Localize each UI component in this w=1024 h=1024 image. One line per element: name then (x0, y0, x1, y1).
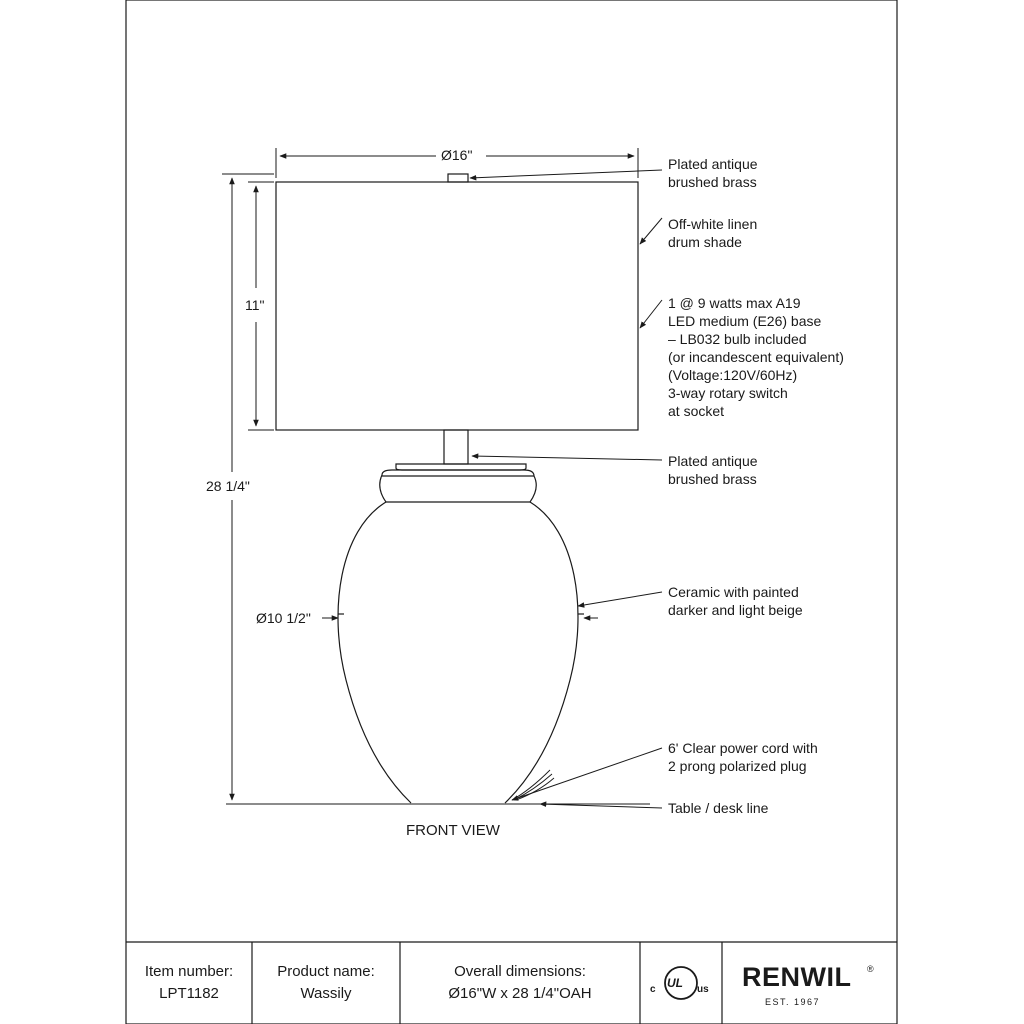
callout-body: Ceramic with painted darker and light beige (668, 584, 803, 618)
dim-overall-height: 28 1/4" (206, 478, 250, 494)
brand-tagline: EST. 1967 (765, 997, 821, 1007)
drum-shade (276, 182, 638, 430)
callout-shade: Off-white linen drum shade (668, 216, 758, 250)
callout-cord: 6' Clear power cord with 2 prong polarized plug (668, 740, 818, 774)
sheet-border (126, 0, 897, 1024)
callout-bulb: 1 @ 9 watts max A19 LED medium (E26) base – LB032 bulb included (or incandescent equivalent) (Voltage:120V/60Hz) 3-way rotary switch at socket (668, 295, 844, 419)
overall-dimensions-cell (400, 942, 640, 1024)
finial (448, 174, 468, 182)
product-name-value: Wassily (300, 985, 352, 1002)
ul-logo-text: UL (667, 976, 683, 990)
ul-c-text: c (650, 984, 656, 995)
dim-base-diameter: Ø10 1/2" (256, 610, 311, 626)
overall-dimensions-label: Overall dimensions: (454, 963, 586, 980)
dim-shade-height: 11" (245, 297, 265, 313)
product-name-label: Product name: (277, 963, 375, 980)
ul-us-text: us (697, 984, 709, 995)
item-number-cell (126, 942, 252, 1024)
product-name-cell (252, 942, 400, 1024)
ul-certification-mark (640, 942, 722, 1024)
brand-logo (722, 942, 896, 1024)
brand-name: RENWIL (742, 962, 852, 992)
ceramic-body (338, 502, 578, 803)
item-number-value: LPT1182 (159, 985, 219, 1002)
callout-finial: Plated antique brushed brass (668, 156, 758, 190)
callout-neck: Plated antique brushed brass (668, 453, 758, 487)
collar (380, 470, 537, 502)
dim-shade-width: Ø16" (441, 147, 473, 163)
callout-table: Table / desk line (668, 800, 769, 816)
overall-dimensions-value: Ø16"W x 28 1/4"OAH (448, 985, 592, 1002)
lamp-drawing (276, 174, 638, 803)
registered-mark: ® (867, 964, 874, 974)
callout-leaders (470, 170, 662, 808)
neck (444, 430, 468, 464)
view-label: FRONT VIEW (406, 822, 500, 839)
item-number-label: Item number: (144, 963, 234, 980)
power-cord (512, 770, 554, 800)
dimension-lines (222, 148, 638, 800)
neck-cap (396, 464, 526, 470)
